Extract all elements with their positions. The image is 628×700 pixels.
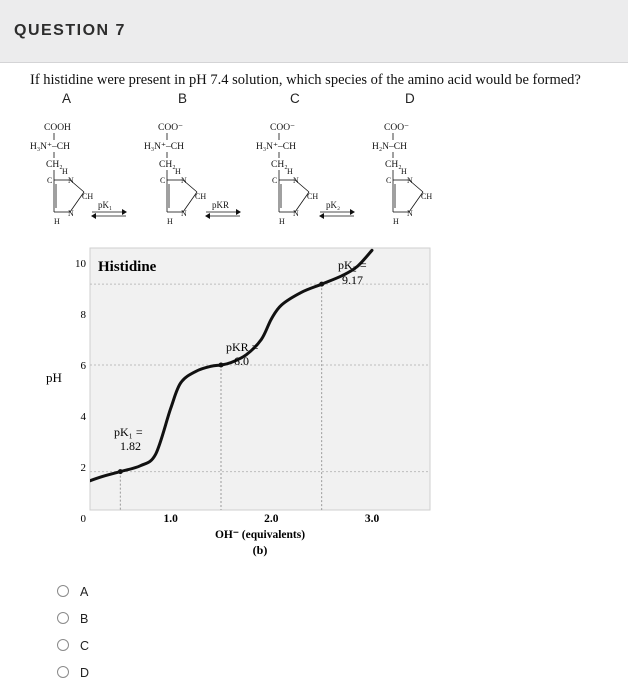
structure-c-ring-h: H (287, 167, 293, 176)
y-tick-label: 0 (80, 513, 86, 525)
structure-d-ch2: CH₂ (385, 160, 402, 170)
choice-a[interactable] (57, 582, 117, 602)
structure-c-ch2: CH₂ (271, 160, 288, 170)
structure-b-ring-n: N (181, 176, 187, 185)
x-tick-label: 2.0 (264, 513, 279, 525)
radio-d[interactable] (57, 666, 69, 678)
y-tick-label: 6 (80, 360, 86, 372)
x-axis-label: OH⁻ (equivalents) (214, 529, 306, 541)
option-header-b: B (178, 91, 188, 106)
question-text: If histidine were present in pH 7.4 solution, which species of the amino acid would be formed? (30, 72, 581, 88)
structure-a-amine: H₃N⁺–CH (30, 142, 70, 152)
choice-c-label: C (80, 639, 90, 653)
choice-c[interactable] (57, 636, 117, 656)
option-header-c: C (290, 91, 300, 106)
choice-b[interactable] (57, 609, 117, 629)
option-header-a: A (62, 91, 72, 106)
radio-b[interactable] (57, 612, 69, 624)
y-tick-label: 4 (80, 411, 86, 423)
structure-c-ring-ch: CH (307, 192, 319, 201)
figure-caption: (b) (252, 543, 268, 557)
structure-b-ch2: CH₂ (159, 160, 176, 170)
step-label-pkr: pKR (212, 200, 230, 210)
structure-d-ring-h: H (401, 167, 407, 176)
structure-d-amine: H₂N–CH (372, 142, 407, 152)
structure-d-ring-n2: N (407, 209, 413, 218)
structure-c-ring-c: C (272, 176, 278, 185)
structure-a-ch2: CH₂ (46, 160, 63, 170)
structure-b (144, 123, 206, 226)
pk-point (219, 363, 224, 368)
structure-d (372, 123, 432, 226)
y-axis-label: pH (46, 370, 62, 385)
structure-c-ring-n: N (293, 176, 299, 185)
structure-c-amine: H₃N⁺–CH (256, 142, 296, 152)
structure-a-ring-ch: CH (82, 192, 94, 201)
structure-b-carboxylate: COO⁻ (158, 123, 184, 133)
option-header-d: D (405, 91, 415, 106)
x-tick-label: 3.0 (364, 513, 380, 525)
annotation-pk2-label: pK₂ = (338, 258, 367, 272)
structure-b-ring-h: H (175, 167, 181, 176)
structure-b-ring-c: C (160, 176, 166, 185)
structure-c-ring-n2: N (293, 209, 299, 218)
step-label-pk1: pK₁ (98, 200, 113, 210)
structure-a-ring-n: N (68, 176, 74, 185)
question-header (0, 0, 628, 63)
annotation-pkr-label: pKR = (226, 340, 259, 354)
structure-c-ring-h2: H (279, 217, 285, 226)
choice-a-label: A (80, 585, 89, 599)
question-title: QUESTION 7 (14, 22, 126, 39)
structure-c-carboxylate: COO⁻ (270, 123, 296, 133)
structure-d-ring-h2: H (393, 217, 399, 226)
structure-d-ring-n: N (407, 176, 413, 185)
structure-d-ring-ch: CH (421, 192, 433, 201)
structure-a-ring-h: H (62, 167, 68, 176)
structure-a-ring-h2: H (54, 217, 60, 226)
choice-d-label: D (80, 666, 90, 680)
annotation-pk1-label: pK₁ = (114, 425, 143, 439)
chart-title: Histidine (98, 259, 157, 275)
structure-c (256, 123, 318, 226)
structure-b-amine: H₃N⁺–CH (144, 142, 184, 152)
y-tick-label: 10 (75, 258, 86, 270)
structure-a-ring-c: C (47, 176, 53, 185)
pk-point (118, 469, 123, 474)
pk-point (319, 282, 324, 287)
structure-a-carboxyl: COOH (44, 123, 71, 133)
structure-b-ring-nh: N (181, 209, 187, 218)
titration-chart (46, 248, 430, 557)
annotation-pk2-value: 9.17 (342, 273, 363, 287)
structure-a (30, 123, 93, 226)
annotation-pk2 (338, 258, 367, 287)
radio-c[interactable] (57, 639, 69, 651)
y-tick-label: 2 (80, 462, 86, 474)
textbook-figure (30, 108, 446, 566)
plot-area (90, 248, 430, 510)
structure-b-ring-ch: CH (195, 192, 207, 201)
step-arrow-pk1 (91, 200, 127, 219)
structure-d-carboxylate: COO⁻ (384, 123, 410, 133)
choice-b-label: B (80, 612, 89, 626)
x-tick-label: 1.0 (163, 513, 178, 525)
annotation-pkr-value: 6.0 (234, 354, 249, 368)
step-arrow-pk2 (319, 200, 355, 219)
structure-d-ring-c: C (386, 176, 392, 185)
radio-a[interactable] (57, 585, 69, 597)
step-arrow-pkr (205, 200, 241, 219)
step-label-pk2: pK₂ (326, 200, 341, 210)
choice-d[interactable] (57, 663, 117, 683)
structure-b-ring-h2: H (167, 217, 173, 226)
y-tick-label: 8 (80, 309, 86, 321)
structure-a-ring-nh: N (68, 209, 74, 218)
annotation-pk1-value: 1.82 (120, 439, 141, 453)
